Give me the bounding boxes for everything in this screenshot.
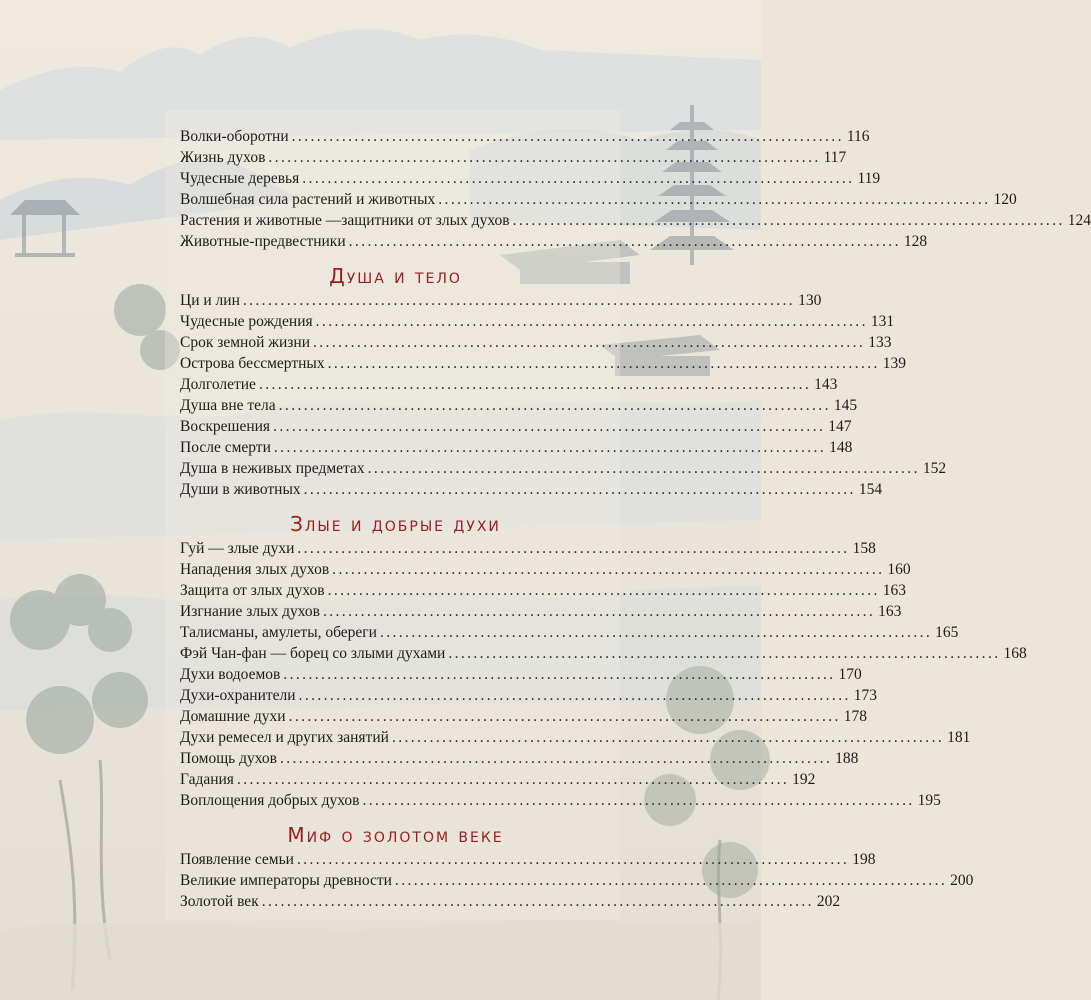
toc-entry-title: Домашние духи [180,708,286,725]
toc-entry[interactable]: После смерти ........................................................................................ 148 [180,439,853,456]
toc-entry-page: 195 [917,792,941,809]
toc-entry[interactable]: Помощь духов ........................................................................................ 188 [180,750,859,767]
toc-entry-title: Появление семьи [180,851,294,868]
toc-entry-title: Помощь духов [180,750,277,767]
toc-entry-page: 163 [878,603,902,620]
toc-entry[interactable]: Золотой век ........................................................................................ 202 [180,893,841,910]
toc-entry-title: Души в животных [180,481,301,498]
toc-entry[interactable]: Появление семьи ........................................................................................ 198 [180,851,876,868]
toc-entry[interactable]: Изгнание злых духов ........................................................................................ 163 [180,603,902,620]
toc-entry-page: 116 [846,128,870,145]
toc-entry[interactable]: Волки-оборотни ........................................................................................ 116 [180,128,870,145]
toc-entry-page: 120 [993,191,1017,208]
toc-entry-title: Нападения злых духов [180,561,330,578]
toc-entry-page: 178 [843,708,868,725]
toc-entry-title: Животные-предвестники [180,233,346,250]
toc-entry-page: 181 [947,729,971,746]
toc-entry-title: Душа вне тела [180,397,276,414]
toc-entry-page: 198 [852,851,876,868]
toc-entry-page: 160 [887,561,911,578]
toc-entry-title: Воскрешения [180,418,271,435]
section-heading: Миф о золотом веке [287,823,504,847]
toc-entry-title: Волшебная сила растений и животных [180,191,436,208]
toc-entry-page: 152 [922,460,947,477]
toc-entry-title: Великие императоры древности [180,872,392,889]
toc-entry[interactable]: Духи-охранители ........................................................................................ 173 [180,687,877,704]
section-heading: Злые и добрые духи [290,512,501,536]
toc-entry[interactable]: Духи ремесел и других занятий ........................................................................................ 181 [180,729,971,746]
toc-entry-title: Гуй — злые духи [180,540,295,557]
toc-entry[interactable]: Острова бессмертных ........................................................................................ 139 [180,355,907,372]
toc-entry[interactable]: Фэй Чан-фан — борец со злыми духами ........................................................................................ 168 [180,645,1027,662]
toc-entry[interactable]: Ци и лин ........................................................................................ 130 [180,292,822,309]
toc-entry-page: 119 [857,170,881,187]
toc-entry[interactable]: Волшебная сила растений и животных ........................................................................................ 120 [180,191,1017,208]
toc-entry-page: 130 [798,292,822,309]
toc-entry-title: Острова бессмертных [180,355,325,372]
toc-entry-page: 163 [882,582,907,599]
toc-entry[interactable]: Душа в неживых предметах ........................................................................................ 152 [180,460,947,477]
toc-entry-title: Фэй Чан-фан — борец со злыми духами [180,645,446,662]
toc-entry-title: Изгнание злых духов [180,603,320,620]
toc-entry-title: Духи водоемов [180,666,281,683]
toc-entry-page: 202 [816,893,841,910]
toc-entry-title: Жизнь духов [180,149,266,166]
toc-entry-page: 131 [870,313,895,330]
toc-entry-page: 158 [852,540,876,557]
toc-entry[interactable]: Защита от злых духов ........................................................................................ 163 [180,582,907,599]
toc-entry[interactable]: Жизнь духов ........................................................................................ 117 [180,149,847,166]
toc-entry[interactable]: Духи водоемов ........................................................................................ 170 [180,666,862,683]
toc-entry-page: 170 [838,666,862,683]
toc-entry-title: После смерти [180,439,271,456]
toc-entry-page: 117 [823,149,847,166]
toc-entry-page: 133 [868,334,892,351]
toc-entry[interactable]: Срок земной жизни ........................................................................................ 133 [180,334,892,351]
toc-entry[interactable]: Воплощения добрых духов ........................................................................................ 195 [180,792,941,809]
toc-entry-title: Чудесные деревья [180,170,300,187]
toc-entry-page: 188 [835,750,859,767]
toc-entry[interactable]: Душа вне тела ........................................................................................ 145 [180,397,858,414]
toc-entry-page: 147 [828,418,852,435]
toc-entry[interactable]: Растения и животные —защитники от злых духов ........................................................................................ 124 [180,212,1091,229]
toc-entry-page: 165 [935,624,959,641]
toc-entry-title: Воплощения добрых духов [180,792,360,809]
toc-entry-title: Срок земной жизни [180,334,310,351]
toc-entry-title: Гадания [180,771,234,788]
toc-entry-title: Долголетие [180,376,256,393]
toc-entry-title: Ци и лин [180,292,240,309]
toc-entry-page: 148 [829,439,853,456]
toc-entry[interactable]: Гадания ........................................................................................ 192 [180,771,816,788]
section-heading: Душа и тело [329,264,462,288]
toc-entry-title: Растения и животные —защитники от злых духов [180,212,510,229]
toc-entry[interactable]: Воскрешения ........................................................................................ 147 [180,418,852,435]
toc-entry-title: Душа в неживых предметах [180,460,365,477]
toc-entry-page: 173 [853,687,877,704]
toc-entry[interactable]: Великие императоры древности ........................................................................................ 200 [180,872,974,889]
toc-entry-page: 128 [903,233,928,250]
toc-entry[interactable]: Души в животных ........................................................................................ 154 [180,481,883,498]
toc-entry-page: 154 [858,481,883,498]
toc-entry[interactable]: Долголетие ........................................................................................ 143 [180,376,838,393]
toc-entry[interactable]: Талисманы, амулеты, обереги ........................................................................................ 165 [180,624,959,641]
toc-entry-title: Талисманы, амулеты, обереги [180,624,377,641]
toc-entry-title: Чудесные рождения [180,313,313,330]
toc-entry[interactable]: Чудесные деревья ........................................................................................ 119 [180,170,881,187]
toc-entry-page: 124 [1067,212,1091,229]
toc-entry-page: 145 [833,397,858,414]
toc-entry-page: 168 [1003,645,1027,662]
toc-entry[interactable]: Нападения злых духов ........................................................................................ 160 [180,561,911,578]
toc-entry[interactable]: Домашние духи ........................................................................................ 178 [180,708,868,725]
toc-entry-page: 139 [882,355,907,372]
toc-entry-title: Волки-оборотни [180,128,289,145]
toc-entry-page: 200 [950,872,974,889]
toc-entry-page: 192 [792,771,816,788]
toc-entry-title: Духи-охранители [180,687,296,704]
toc-entry[interactable]: Животные-предвестники ........................................................................................ 128 [180,233,928,250]
toc-entry-title: Защита от злых духов [180,582,325,599]
toc-entry-title: Духи ремесел и других занятий [180,729,389,746]
toc-entry[interactable]: Гуй — злые духи ........................................................................................ 158 [180,540,876,557]
toc-entry[interactable]: Чудесные рождения ........................................................................................ 131 [180,313,895,330]
toc-entry-title: Золотой век [180,893,259,910]
toc-entry-page: 143 [814,376,838,393]
